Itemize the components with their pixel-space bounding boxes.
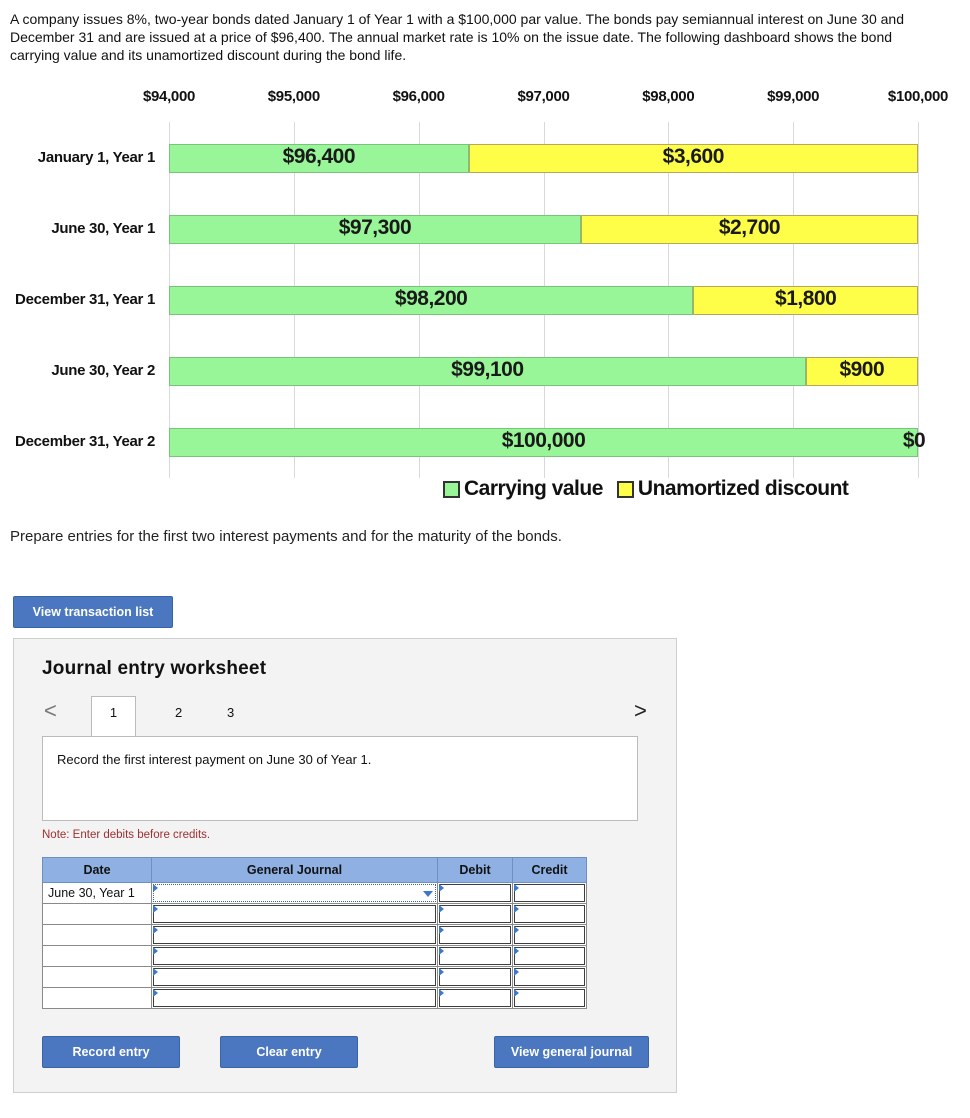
x-tick-label: $100,000 [887, 88, 949, 105]
journal-row [43, 883, 587, 904]
credit-input[interactable] [513, 904, 587, 925]
carrying-value-label: $96,400 [282, 145, 356, 168]
unamortized-discount-label: $2,700 [718, 216, 781, 239]
y-category-label: June 30, Year 1 [51, 220, 155, 237]
x-tick-label: $96,000 [392, 88, 445, 105]
debit-input[interactable] [438, 883, 513, 904]
entry-description: Record the first interest payment on June 30 of Year 1. [57, 752, 372, 767]
dropdown-arrow-icon[interactable] [423, 891, 433, 897]
account-select[interactable] [152, 988, 438, 1009]
date-cell[interactable] [43, 946, 152, 967]
x-tick-label: $98,000 [642, 88, 695, 105]
y-category-label: January 1, Year 1 [37, 149, 155, 166]
legend-swatch-discount [617, 481, 634, 498]
entry-note: Note: Enter debits before credits. [42, 829, 211, 841]
account-select[interactable] [152, 925, 438, 946]
col-debit: Debit [438, 858, 513, 883]
debit-input[interactable] [438, 988, 513, 1009]
journal-row [43, 946, 587, 967]
debit-input[interactable] [438, 925, 513, 946]
legend-swatch-carrying [443, 481, 460, 498]
tab-entry-1[interactable]: 1 [91, 696, 136, 737]
date-cell[interactable] [43, 904, 152, 925]
legend-discount-label: Unamortized discount [637, 477, 849, 500]
account-select[interactable] [152, 904, 438, 925]
date-value: June 30, Year 1 [48, 886, 135, 900]
journal-entry-worksheet [13, 638, 677, 1093]
worksheet-title: Journal entry worksheet [42, 658, 267, 679]
credit-input[interactable] [513, 925, 587, 946]
x-tick-label: $97,000 [517, 88, 570, 105]
debit-input[interactable] [438, 967, 513, 988]
journal-row [43, 925, 587, 946]
debit-input[interactable] [438, 904, 513, 925]
problem-intro: A company issues 8%, two-year bonds dated January 1 of Year 1 with a $100,000 par value. The bonds pay semiannual interest on June 30 and December 31 and are issued at a price of $96,400. The annual market rate is 10% on the issue date. The following dashboard shows the bond carrying value and its unamortized discount during the bond life. [10, 11, 904, 63]
x-tick-label: $94,000 [142, 88, 196, 105]
tab-entry-3[interactable]: 3 [227, 705, 235, 720]
view-transaction-list-button[interactable]: View transaction list [13, 596, 173, 628]
debit-input[interactable] [438, 946, 513, 967]
date-cell[interactable] [43, 883, 152, 904]
account-select[interactable] [152, 946, 438, 967]
chart-legend [443, 477, 848, 501]
unamortized-discount-label: $900 [839, 358, 885, 381]
gridline [918, 122, 919, 478]
journal-row [43, 967, 587, 988]
date-cell[interactable] [43, 925, 152, 946]
col-general-journal: General Journal [152, 858, 438, 883]
carrying-value-label: $100,000 [501, 429, 586, 452]
carrying-value-label: $99,100 [451, 358, 524, 381]
journal-header-row [43, 858, 587, 883]
credit-input[interactable] [513, 967, 587, 988]
view-general-journal-button[interactable]: View general journal [494, 1036, 649, 1068]
account-select[interactable] [152, 967, 438, 988]
prev-arrow-icon[interactable]: < [44, 698, 57, 723]
carrying-value-label: $98,200 [394, 287, 468, 310]
x-tick-label: $95,000 [267, 88, 320, 105]
legend-carrying-label: Carrying value [464, 477, 603, 500]
date-cell[interactable] [43, 967, 152, 988]
y-category-label: June 30, Year 2 [51, 362, 155, 379]
y-category-label: December 31, Year 2 [15, 433, 155, 450]
journal-table [42, 857, 587, 1009]
unamortized-discount-label: $1,800 [775, 287, 837, 310]
next-arrow-icon[interactable]: > [634, 698, 647, 723]
record-entry-button[interactable]: Record entry [42, 1036, 180, 1068]
date-cell[interactable] [43, 988, 152, 1009]
credit-input[interactable] [513, 883, 587, 904]
credit-input[interactable] [513, 988, 587, 1009]
unamortized-discount-label: $3,600 [662, 145, 724, 168]
col-date: Date [43, 858, 152, 883]
journal-row [43, 988, 587, 1009]
unamortized-discount-label: $0 [902, 429, 926, 452]
account-select[interactable] [152, 883, 438, 904]
clear-entry-button[interactable]: Clear entry [220, 1036, 358, 1068]
col-credit: Credit [513, 858, 587, 883]
credit-input[interactable] [513, 946, 587, 967]
tab-entry-2[interactable]: 2 [175, 705, 183, 720]
journal-row [43, 904, 587, 925]
y-category-label: December 31, Year 1 [15, 291, 155, 308]
carrying-value-label: $97,300 [338, 216, 412, 239]
x-tick-label: $99,000 [767, 88, 820, 105]
instructions: Prepare entries for the first two interest payments and for the maturity of the bonds. [10, 528, 562, 545]
entry-description-box [42, 736, 638, 821]
